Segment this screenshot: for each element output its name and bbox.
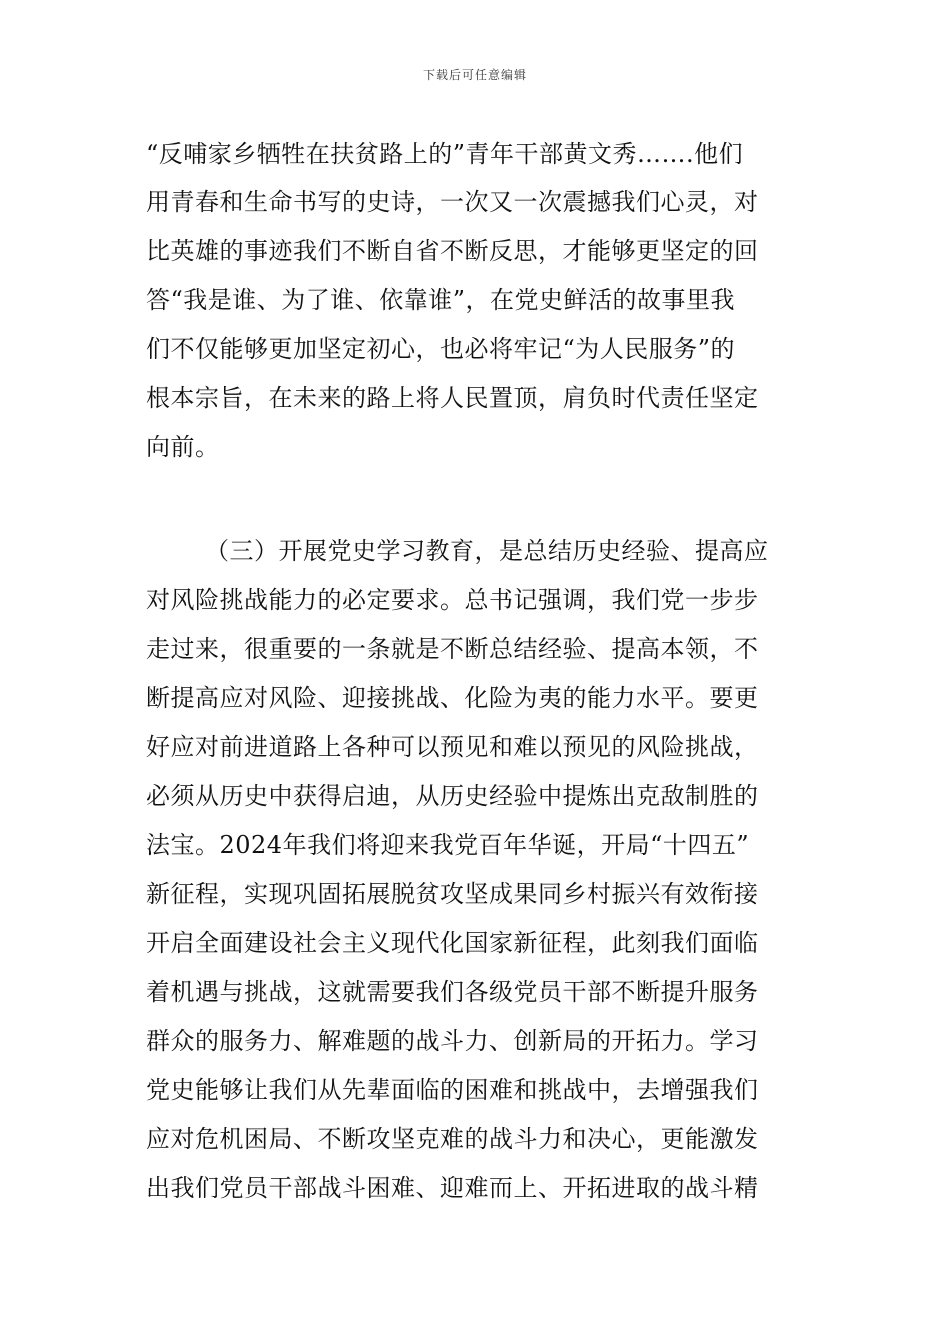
paragraph-line: 开启全面建设社会主义现代化国家新征程，此刻我们面临: [146, 929, 759, 957]
paragraph-line: 应对危机困局、不断攻坚克难的战斗力和决心，更能激发: [146, 1125, 759, 1153]
paragraph-line: 新征程，实现巩固拓展脱贫攻坚成果同乡村振兴有效衔接: [146, 880, 759, 908]
paragraph-line: 向前。: [146, 433, 220, 461]
paragraph-line: “反哺家乡牺牲在扶贫路上的”青年干部黄文秀…….他们: [146, 140, 744, 168]
paragraph-line: 答“我是谁、为了谁、依靠谁”，在党史鲜活的故事里我: [146, 286, 736, 314]
paragraph-line: 出我们党员干部战斗困难、迎难而上、开拓进取的战斗精: [146, 1174, 759, 1202]
paragraph-line: 法宝。2024年我们将迎来我党百年华诞，开局“十四五”: [146, 831, 750, 859]
paragraph-line: 们不仅能够更加坚定初心，也必将牢记“为人民服务”的: [146, 335, 736, 363]
paragraph-line: 好应对前进道路上各种可以预见和难以预见的风险挑战，: [146, 733, 759, 761]
page-header: 下载后可任意编辑: [422, 68, 527, 82]
paragraph-line: 对风险挑战能力的必定要求。总书记强调，我们党一步步: [146, 586, 759, 614]
paragraph-line: 断提高应对风险、迎接挑战、化险为夷的能力水平。要更: [146, 684, 759, 712]
paragraph-line: 根本宗旨，在未来的路上将人民置顶，肩负时代责任坚定: [146, 384, 759, 412]
paragraph-line: 群众的服务力、解难题的战斗力、创新局的开拓力。学习: [146, 1027, 759, 1055]
paragraph-line: 党史能够让我们从先辈面临的困难和挑战中，去增强我们: [146, 1076, 759, 1104]
paragraph-line: 用青春和生命书写的史诗，一次又一次震撼我们心灵，对: [146, 188, 759, 216]
paragraph-line: 走过来，很重要的一条就是不断总结经验、提高本领，不: [146, 635, 759, 663]
paragraph-line: （三）开展党史学习教育，是总结历史经验、提高应: [205, 537, 769, 565]
paragraph-line: 着机遇与挑战，这就需要我们各级党员干部不断提升服务: [146, 978, 759, 1006]
paragraph-line: 必须从历史中获得启迪，从历史经验中提炼出克敌制胜的: [146, 782, 759, 810]
paragraph-line: 比英雄的事迹我们不断自省不断反思，才能够更坚定的回: [146, 237, 759, 265]
